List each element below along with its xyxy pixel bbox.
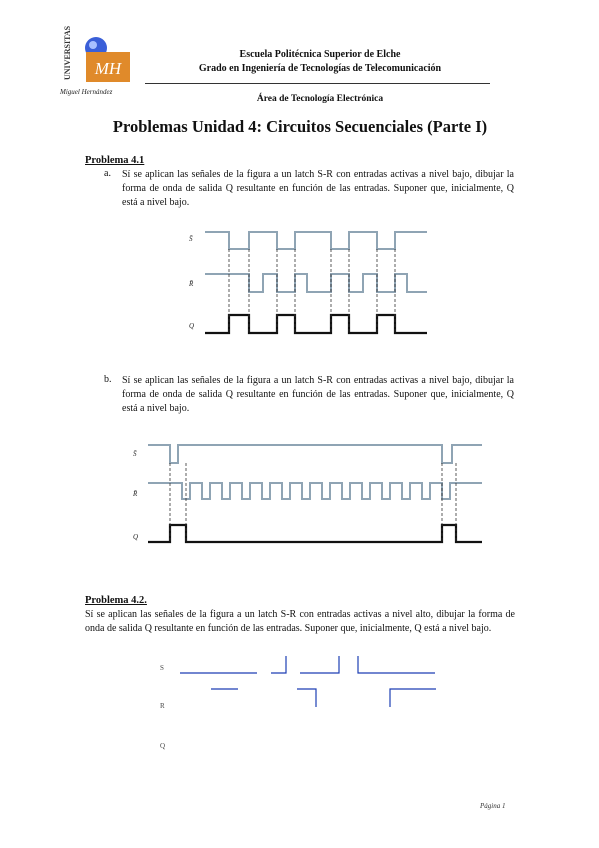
problem-4-1-heading: Problema 4.1 xyxy=(85,155,145,166)
problem-4-2-heading: Problema 4.2. xyxy=(85,595,147,606)
s-bar-waveform xyxy=(205,232,427,249)
r-bar-label: R̄ xyxy=(189,280,194,288)
problem-4-2-text: Sí se aplican las señales de la figura a un latch S-R con entradas activas a nivel alto, dibujar la forma de onda de salida Q resultante en función de las entradas. Suponer que, inicialmente, Q está a nivel bajo. xyxy=(85,609,515,634)
r-bar-waveform xyxy=(205,274,427,292)
page-title: Problemas Unidad 4: Circuitos Secuenciales (Parte I) xyxy=(112,117,488,136)
part-a-marker: a. xyxy=(104,168,111,179)
waveform-diagram-a xyxy=(185,224,435,344)
r-bar-label: R̄ xyxy=(133,490,138,498)
part-b-marker: b. xyxy=(104,374,112,385)
school-name: Escuela Politécnica Superior de Elche xyxy=(239,49,401,60)
svg-text:MH: MH xyxy=(94,59,122,78)
q-waveform xyxy=(205,315,427,333)
part-a-text: Sí se aplican las señales de la figura a un latch S-R con entradas activas a nivel bajo, dibujar la forma de onda de salida Q resultante en función de las entradas. Suponer que, inicialmente, Q está a nivel bajo. xyxy=(122,169,514,208)
part-b-text: Sí se aplican las señales de la figura a un latch S-R con entradas activas a nivel bajo, dibujar la forma de onda de salida Q resultante en función de las entradas. Suponer que, inicialmente, Q está a nivel bajo. xyxy=(122,375,514,414)
header-divider xyxy=(145,83,490,84)
q-label: Q xyxy=(160,742,166,750)
svg-text:UNIVERSITAS: UNIVERSITAS xyxy=(63,25,72,80)
university-logo xyxy=(58,18,138,100)
q-label: Q xyxy=(133,533,139,541)
s-bar-label: S̄ xyxy=(133,450,137,458)
waveform-diagram-b xyxy=(130,436,490,551)
transition-guides xyxy=(170,463,456,542)
svg-text:Miguel Hernández: Miguel Hernández xyxy=(60,88,113,96)
s-waveform xyxy=(180,656,435,673)
logo-emblem-icon xyxy=(58,18,138,100)
waveform-diagram-c xyxy=(150,652,450,756)
r-label: R xyxy=(160,702,165,710)
r-bar-waveform xyxy=(148,483,482,499)
degree-name: Grado en Ingeniería de Tecnologías de Telecomunicación xyxy=(198,63,442,74)
q-label: Q xyxy=(189,322,195,330)
r-waveform xyxy=(211,689,436,707)
q-waveform xyxy=(148,525,482,542)
s-label: S xyxy=(160,664,164,672)
area-name: Área de Tecnología Electrónica xyxy=(256,94,384,104)
page-number: Página 1 xyxy=(480,802,506,810)
s-bar-waveform xyxy=(148,445,482,463)
s-bar-label: S̄ xyxy=(189,235,193,243)
